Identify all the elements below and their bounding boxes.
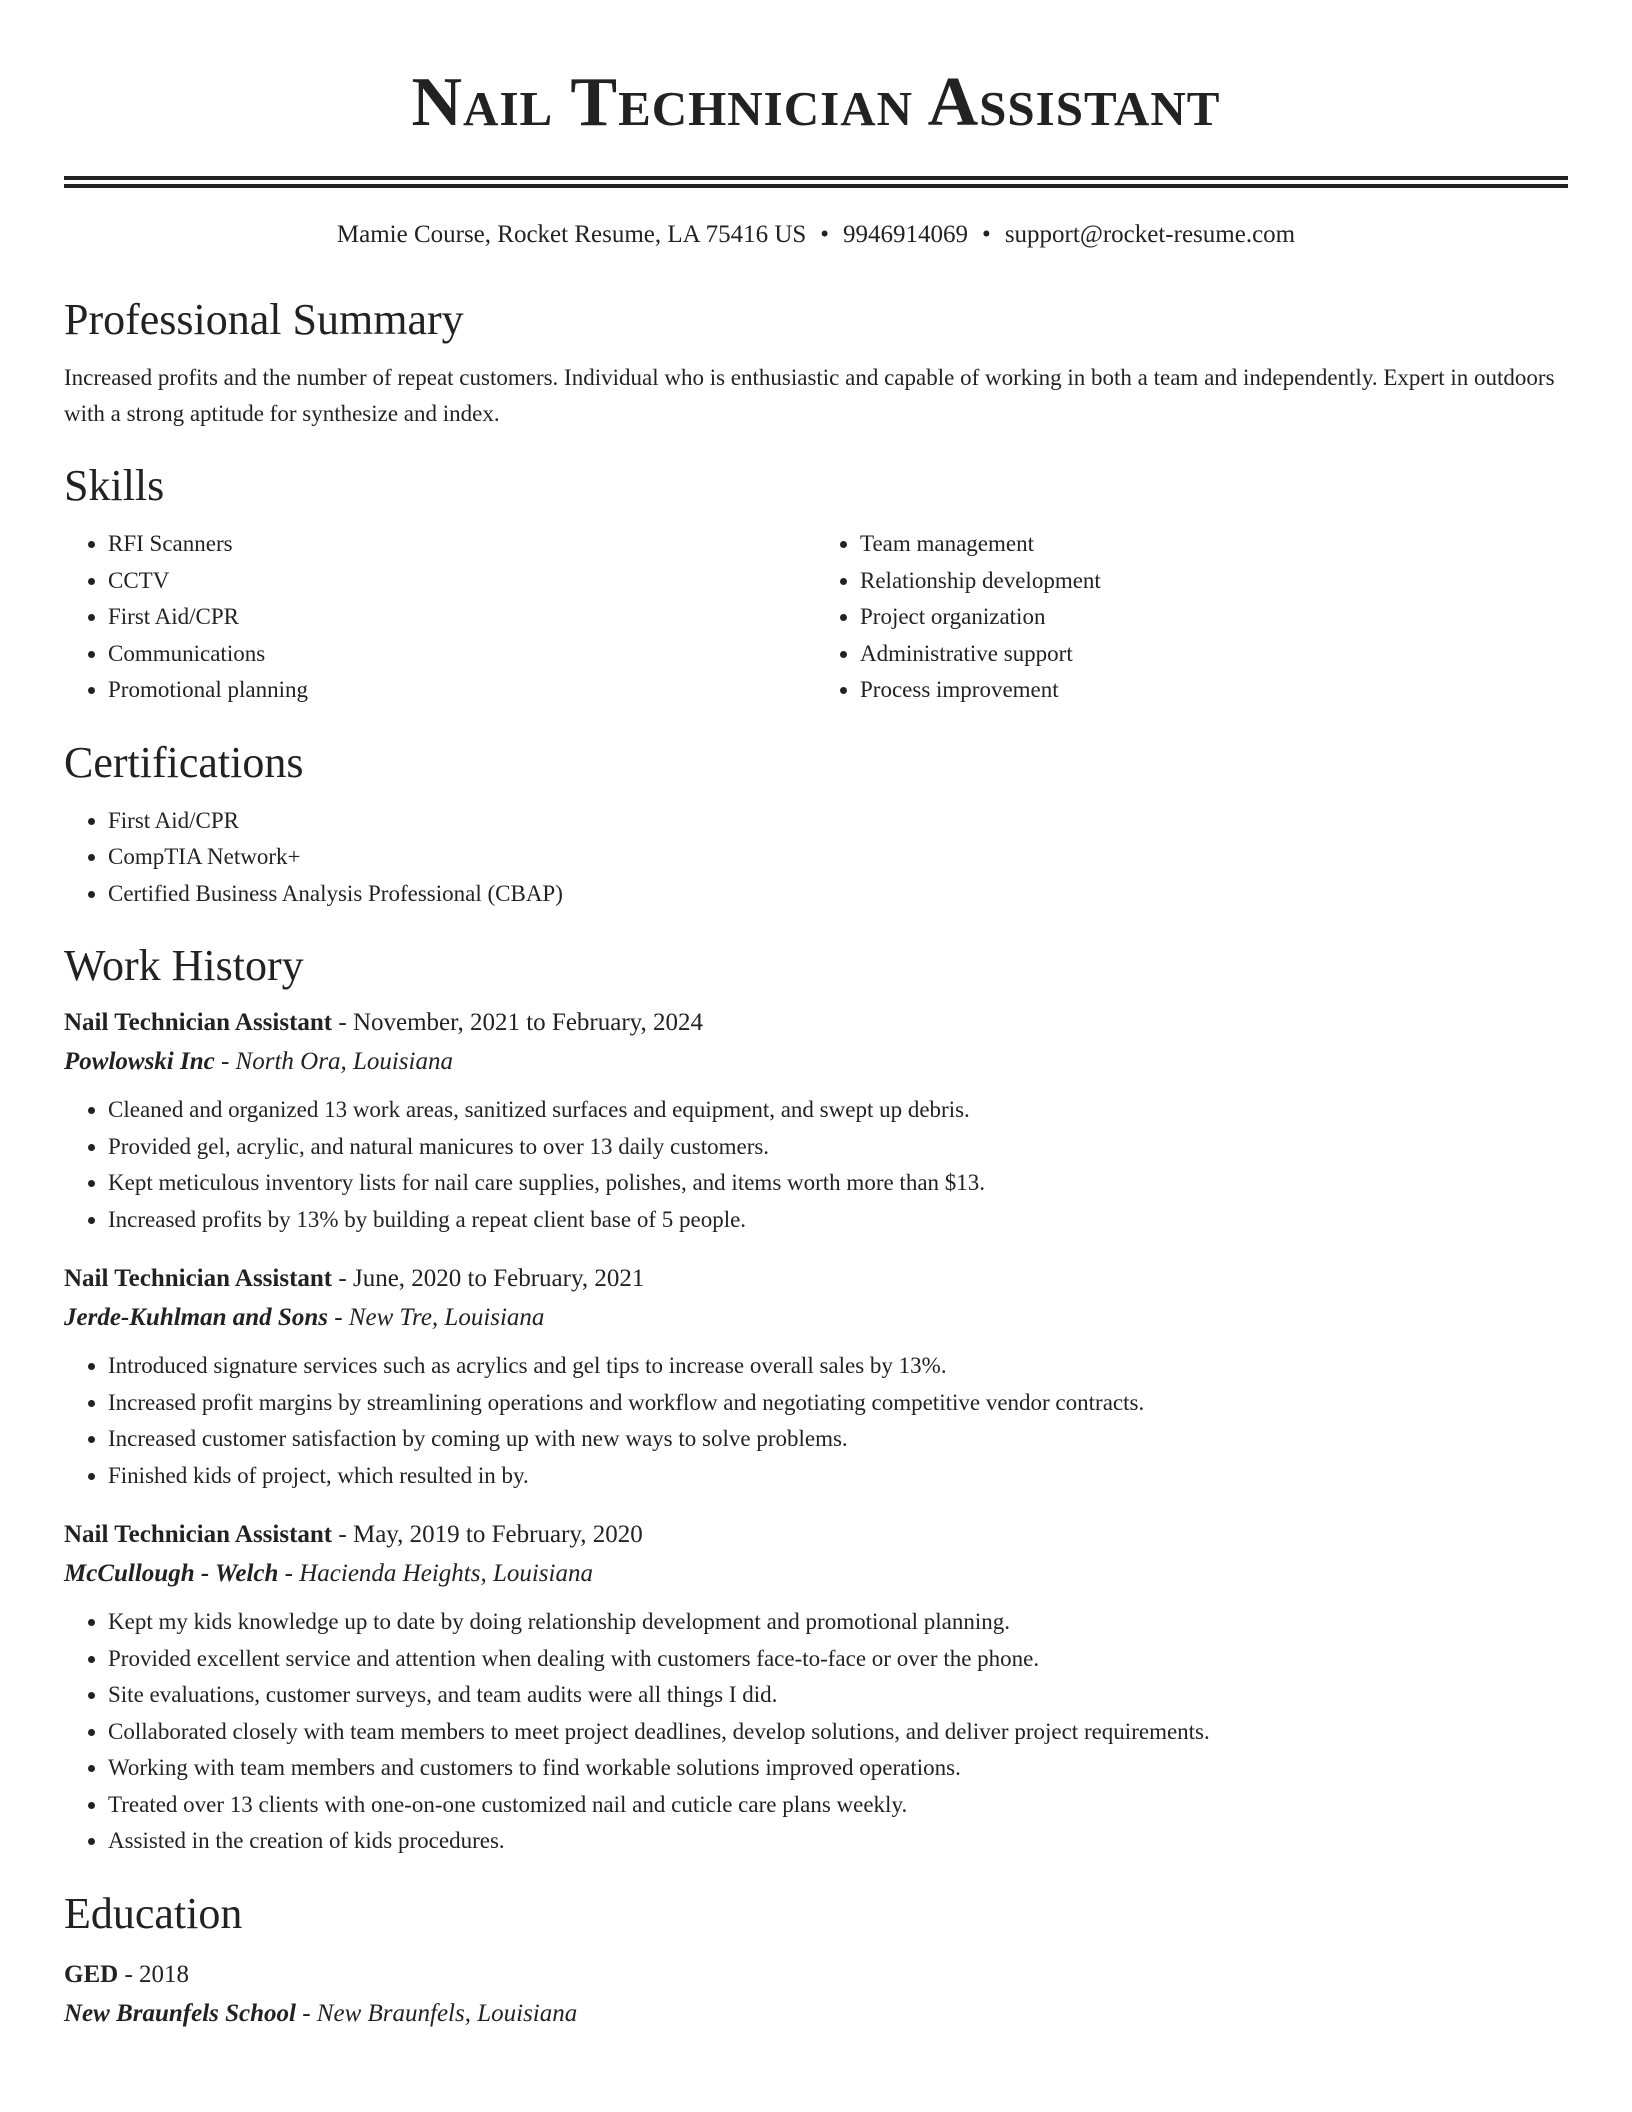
certifications-list	[64, 803, 1568, 913]
skill-item: • First Aid/CPR	[108, 599, 816, 636]
title-divider-top	[64, 176, 1568, 180]
job-bullet: • Collaborated closely with team members to meet project deadlines, develop solutions, and deliver project requirements.	[108, 1714, 1568, 1751]
employer-line	[64, 1298, 1568, 1338]
work-history-section	[64, 938, 1568, 1860]
job-bullets	[64, 1348, 1568, 1494]
job-bullet: • Cleaned and organized 13 work areas, sanitized surfaces and equipment, and swept up debris.	[108, 1092, 1568, 1129]
job-bullet: • Site evaluations, customer surveys, and team audits were all things I did.	[108, 1677, 1568, 1714]
skill-item: • CCTV	[108, 563, 816, 600]
title-divider-bottom	[64, 184, 1568, 188]
skill-item: • Relationship development	[860, 563, 1568, 600]
school-name: New Braunfels School	[64, 1999, 296, 2027]
summary-text: Increased profits and the number of repeat customers. Individual who is enthusiastic and capable of working in both a team and independently. Expert in outdoors with a strong aptitude for synthesize and index.	[64, 365, 1555, 426]
education-heading: Education	[64, 1888, 243, 1938]
job-title: Nail Technician Assistant	[64, 1265, 333, 1292]
degree-line	[64, 1956, 1568, 1994]
summary-heading: Professional Summary	[64, 295, 464, 344]
skill-item: • Process improvement	[860, 672, 1568, 709]
resume-name-title: Nail Technician Assistant	[411, 64, 1221, 141]
employer-name: Powlowski Inc	[64, 1048, 215, 1075]
job-bullet: • Increased profit margins by streamlining operations and workflow and negotiating competitive vendor contracts.	[108, 1385, 1568, 1422]
job-dates: - May, 2019 to February, 2020	[332, 1521, 643, 1548]
contact-separator: •	[982, 221, 991, 248]
job-bullets	[64, 1092, 1568, 1238]
contact-email: support@rocket-resume.com	[1004, 221, 1296, 248]
job-title-line	[64, 1004, 1568, 1042]
job-bullet: • Introduced signature services such as acrylics and gel tips to increase overall sales by 13%.	[108, 1348, 1568, 1385]
employer-line	[64, 1042, 1568, 1082]
education-entry	[64, 1956, 1568, 2034]
school-line	[64, 1994, 1568, 2034]
job-bullets	[64, 1604, 1568, 1860]
skill-item: • Project organization	[860, 599, 1568, 636]
certifications-heading: Certifications	[64, 737, 304, 787]
certification-item: • First Aid/CPR	[108, 803, 1568, 840]
job-dates: - June, 2020 to February, 2021	[332, 1265, 645, 1292]
job-title-line	[64, 1260, 1568, 1298]
work-history-heading: Work History	[64, 941, 304, 990]
skills-heading: Skills	[64, 461, 165, 510]
certification-item: • Certified Business Analysis Professional (CBAP)	[108, 876, 1568, 913]
skills-section	[64, 458, 1568, 709]
job-title: Nail Technician Assistant	[64, 1521, 333, 1548]
contact-separator: •	[820, 221, 830, 248]
skills-columns	[64, 526, 1568, 709]
job-dates: - November, 2021 to February, 2024	[332, 1009, 704, 1036]
job-bullet: • Increased customer satisfaction by coming up with new ways to solve problems.	[108, 1421, 1568, 1458]
job-title: Nail Technician Assistant	[64, 1009, 333, 1036]
job-bullet: • Kept meticulous inventory lists for nail care supplies, polishes, and items worth more than $13.	[108, 1165, 1568, 1202]
employer-location: - New Tre, Louisiana	[327, 1304, 545, 1331]
skills-list-right	[816, 526, 1568, 709]
degree-name: GED	[64, 1960, 119, 1988]
job-bullet: • Increased profits by 13% by building a repeat client base of 5 people.	[108, 1202, 1568, 1239]
certification-item: • CompTIA Network+	[108, 839, 1568, 876]
job-title-line	[64, 1516, 1568, 1554]
degree-year: - 2018	[118, 1960, 190, 1988]
education-section	[64, 1886, 1568, 2034]
job-bullet: • Treated over 13 clients with one-on-one customized nail and cuticle care plans weekly.	[108, 1787, 1568, 1824]
skill-item: • Administrative support	[860, 636, 1568, 673]
skill-item: • Team management	[860, 526, 1568, 563]
job-bullet: • Working with team members and customers to find workable solutions improved operations.	[108, 1750, 1568, 1787]
employer-line	[64, 1554, 1568, 1594]
contact-line	[64, 218, 1568, 252]
employer-name: McCullough - Welch	[64, 1560, 279, 1587]
skill-item: • Communications	[108, 636, 816, 673]
job-bullet: • Assisted in the creation of kids procedures.	[108, 1823, 1568, 1860]
job-bullet: • Provided excellent service and attention when dealing with customers face-to-face or over the phone.	[108, 1641, 1568, 1678]
job-entry	[64, 1260, 1568, 1494]
job-bullet: • Provided gel, acrylic, and natural manicures to over 13 daily customers.	[108, 1129, 1568, 1166]
job-bullet: • Kept my kids knowledge up to date by doing relationship development and promotional planning.	[108, 1604, 1568, 1641]
skills-list-left	[64, 526, 816, 709]
employer-name: Jerde-Kuhlman and Sons	[64, 1304, 328, 1331]
contact-address: Mamie Course, Rocket Resume, LA 75416 US	[336, 221, 807, 248]
contact-phone: 9946914069	[843, 221, 969, 248]
job-entry	[64, 1516, 1568, 1860]
summary-section	[64, 292, 1568, 432]
job-bullet: • Finished kids of project, which resulted in by.	[108, 1458, 1568, 1495]
school-location: - New Braunfels, Louisiana	[295, 1999, 578, 2027]
job-entry	[64, 1004, 1568, 1238]
employer-location: - Hacienda Heights, Louisiana	[278, 1560, 593, 1587]
certifications-section	[64, 735, 1568, 913]
skill-item: • RFI Scanners	[108, 526, 816, 563]
skill-item: • Promotional planning	[108, 672, 816, 709]
employer-location: - North Ora, Louisiana	[214, 1048, 453, 1075]
